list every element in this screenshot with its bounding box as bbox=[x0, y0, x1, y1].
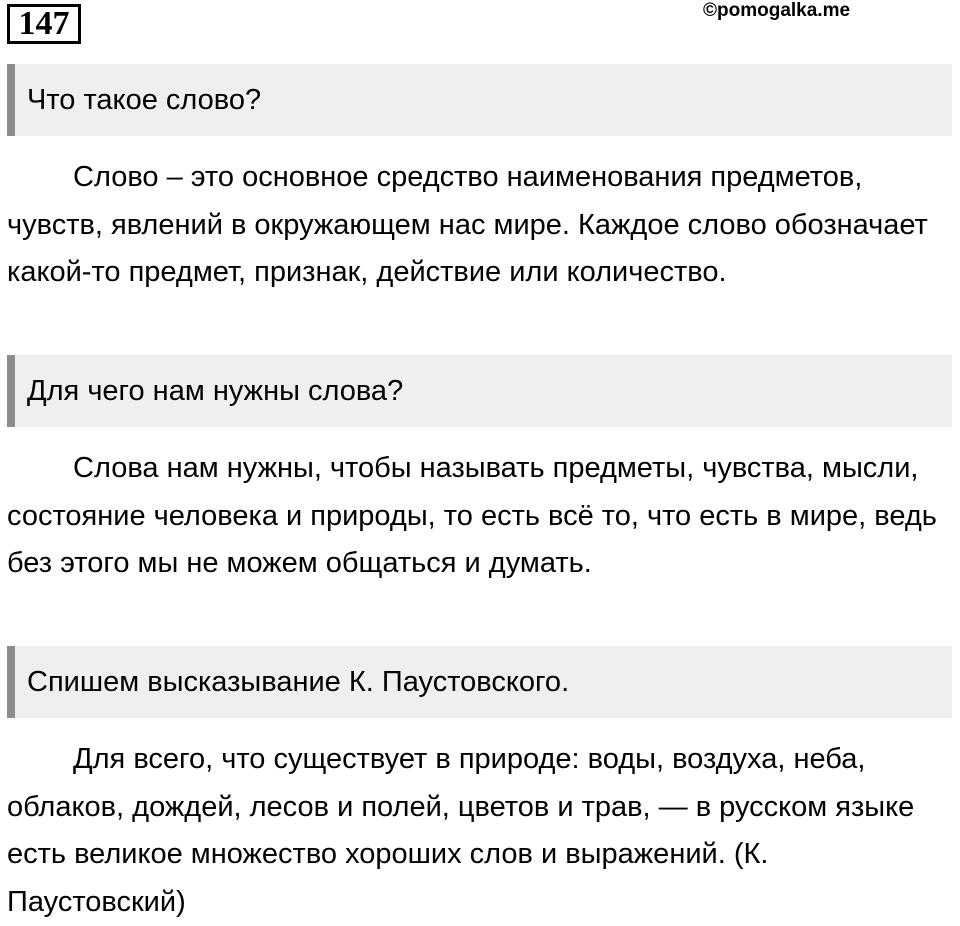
answer-paragraph-2: Слова нам нужны, чтобы называть предметы, чувства, мысли, состояние человека и природы, то есть всё то, что есть в мире, ведь без этого мы не можем общаться и думать. bbox=[7, 452, 937, 579]
question-text: Для чего нам нужны слова? bbox=[27, 375, 404, 407]
question-box-2 bbox=[7, 355, 952, 427]
watermark: ©pomogalka.me bbox=[703, 0, 851, 21]
answer-paragraph-1: Слово – это основное средство наименования предметов, чувств, явлений в окружающем нас мире. Каждое слово обозначает какой-то предмет, признак, действие или количество. bbox=[7, 161, 928, 288]
question-text: Спишем высказывание К. Паустовского. bbox=[27, 666, 570, 698]
question-box-1 bbox=[7, 64, 952, 136]
exercise-number: 147 bbox=[7, 4, 81, 44]
question-box-3 bbox=[7, 646, 952, 718]
question-text: Что такое слово? bbox=[27, 84, 262, 116]
answer-paragraph-3: Для всего, что существует в природе: воды, воздуха, неба, облаков, дождей, лесов и полей, цветов и трав, — в русском языке есть великое множество хороших слов и выражений. (К. Паустовский) bbox=[7, 743, 915, 918]
